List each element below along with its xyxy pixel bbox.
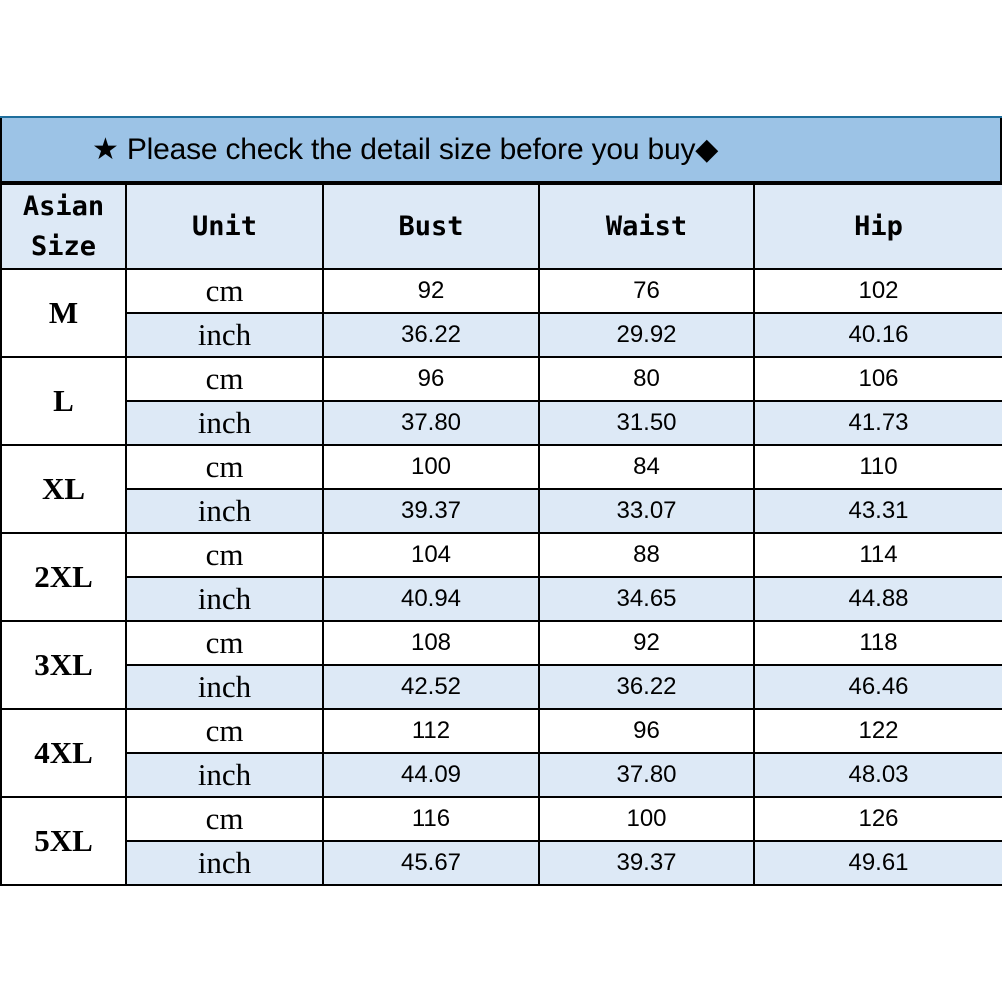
- bust-value: 44.09: [323, 753, 539, 797]
- bust-value: 108: [323, 621, 539, 665]
- size-table-body: [1, 269, 1002, 885]
- hip-value: 118: [754, 621, 1002, 665]
- table-row: [1, 841, 1002, 885]
- bust-value: 100: [323, 445, 539, 489]
- waist-value: 34.65: [539, 577, 754, 621]
- hip-value: 46.46: [754, 665, 1002, 709]
- waist-value: 80: [539, 357, 754, 401]
- header-row: [1, 184, 1002, 269]
- waist-value: 29.92: [539, 313, 754, 357]
- header-unit: Unit: [126, 184, 323, 269]
- table-row: [1, 533, 1002, 577]
- bust-value: 39.37: [323, 489, 539, 533]
- table-row: [1, 357, 1002, 401]
- table-row: [1, 445, 1002, 489]
- hip-value: 44.88: [754, 577, 1002, 621]
- table-row: [1, 401, 1002, 445]
- bust-value: 92: [323, 269, 539, 313]
- unit-cell: cm: [126, 709, 323, 753]
- waist-value: 100: [539, 797, 754, 841]
- unit-cell: inch: [126, 841, 323, 885]
- bust-value: 116: [323, 797, 539, 841]
- bust-value: 42.52: [323, 665, 539, 709]
- size-label: L: [1, 357, 126, 445]
- unit-cell: cm: [126, 797, 323, 841]
- unit-cell: cm: [126, 357, 323, 401]
- table-row: [1, 753, 1002, 797]
- waist-value: 36.22: [539, 665, 754, 709]
- hip-value: 102: [754, 269, 1002, 313]
- hip-value: 49.61: [754, 841, 1002, 885]
- size-label: 2XL: [1, 533, 126, 621]
- table-row: [1, 709, 1002, 753]
- hip-value: 48.03: [754, 753, 1002, 797]
- hip-value: 43.31: [754, 489, 1002, 533]
- table-row: [1, 489, 1002, 533]
- waist-value: 33.07: [539, 489, 754, 533]
- hip-value: 110: [754, 445, 1002, 489]
- hip-value: 114: [754, 533, 1002, 577]
- unit-cell: inch: [126, 665, 323, 709]
- size-chart: [0, 116, 1002, 885]
- bust-value: 96: [323, 357, 539, 401]
- unit-cell: inch: [126, 753, 323, 797]
- banner-text: ★ Please check the detail size before you buy◆: [92, 133, 719, 166]
- bust-value: 37.80: [323, 401, 539, 445]
- size-table: [0, 183, 1002, 886]
- unit-cell: cm: [126, 533, 323, 577]
- waist-value: 39.37: [539, 841, 754, 885]
- hip-value: 122: [754, 709, 1002, 753]
- bust-value: 36.22: [323, 313, 539, 357]
- size-label: XL: [1, 445, 126, 533]
- unit-cell: cm: [126, 621, 323, 665]
- waist-value: 84: [539, 445, 754, 489]
- waist-value: 96: [539, 709, 754, 753]
- hip-value: 40.16: [754, 313, 1002, 357]
- waist-value: 37.80: [539, 753, 754, 797]
- bust-value: 45.67: [323, 841, 539, 885]
- waist-value: 76: [539, 269, 754, 313]
- size-label: 4XL: [1, 709, 126, 797]
- size-chart-banner: [2, 118, 1000, 181]
- size-label: 5XL: [1, 797, 126, 885]
- waist-value: 88: [539, 533, 754, 577]
- size-label: 3XL: [1, 621, 126, 709]
- table-row: [1, 665, 1002, 709]
- bust-value: 104: [323, 533, 539, 577]
- table-row: [1, 313, 1002, 357]
- header-waist: Waist: [539, 184, 754, 269]
- hip-value: 41.73: [754, 401, 1002, 445]
- unit-cell: inch: [126, 313, 323, 357]
- bust-value: 112: [323, 709, 539, 753]
- header-asian-size: Asian Size: [1, 184, 126, 269]
- bust-value: 40.94: [323, 577, 539, 621]
- header-bust: Bust: [323, 184, 539, 269]
- table-row: [1, 621, 1002, 665]
- waist-value: 92: [539, 621, 754, 665]
- table-row: [1, 577, 1002, 621]
- unit-cell: cm: [126, 269, 323, 313]
- unit-cell: inch: [126, 577, 323, 621]
- hip-value: 126: [754, 797, 1002, 841]
- table-row: [1, 797, 1002, 841]
- unit-cell: cm: [126, 445, 323, 489]
- header-hip: Hip: [754, 184, 1002, 269]
- unit-cell: inch: [126, 489, 323, 533]
- table-row: [1, 269, 1002, 313]
- unit-cell: inch: [126, 401, 323, 445]
- waist-value: 31.50: [539, 401, 754, 445]
- size-label: M: [1, 269, 126, 357]
- hip-value: 106: [754, 357, 1002, 401]
